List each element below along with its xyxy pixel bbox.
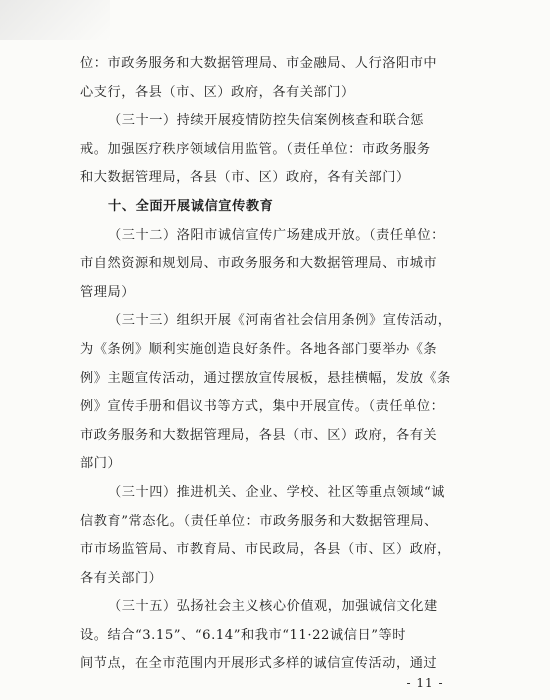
text-line: 各有关部门） [80, 570, 163, 586]
text-line: （三十二）洛阳市诚信宣传广场建成开放。（责任单位： [108, 227, 445, 243]
text-line: （三十五）弘扬社会主义核心价值观，加强诚信文化建 [108, 599, 438, 615]
text-line: 位：市政务服务和大数据管理局、市金融局、人行洛阳市中 [80, 56, 438, 71]
text-line: 市政务服务和大数据管理局，各县（市、区）政府，各有关 [80, 427, 438, 443]
document-body [80, 55, 485, 684]
text-line: 信教育”常态化。（责任单位：市政务服务和大数据管理局、 [80, 513, 438, 529]
text-line: 设。结合“3.15”、“6.14”和我市“11·22诚信日”等时 [80, 627, 406, 643]
text-line: （三十四）推进机关、企业、学校、社区等重点领域“诚 [108, 484, 445, 500]
text-line: 戒。加强医疗秩序领域信用监管。（责任单位：市政务服务 [80, 141, 431, 157]
text-line: 为《条例》顺利实施创造良好条件。各地各部门要举办《条 [80, 341, 438, 357]
text-line: 市自然资源和规划局、市政务服务和大数据管理局、市城市 [80, 256, 438, 272]
scan-artifact [0, 0, 110, 40]
text-line: （三十一）持续开展疫情防控失信案例核查和联合惩 [108, 113, 424, 129]
text-line: 例》主题宣传活动，通过摆放宣传展板，悬挂横幅，发放《条 [80, 370, 451, 386]
text-line: 市市场监管局、市教育局、市民政局，各县（市、区）政府， [80, 542, 451, 558]
text-line: （三十三）组织开展《河南省社会信用条例》宣传活动， [108, 313, 452, 329]
page-footer [0, 676, 550, 690]
text-line: 例》宣传手册和倡议书等方式，集中开展宣传。（责任单位： [80, 399, 445, 415]
text-line: 管理局） [80, 284, 135, 300]
text-line: 部门） [80, 456, 122, 472]
page-number: - 11 - [406, 676, 444, 690]
section-heading: 十、全面开展诚信宣传教育 [108, 198, 274, 214]
text-line: 间节点，在全市范围内开展形式多样的诚信宣传活动，通过 [80, 656, 438, 672]
text-line: 心支行，各县（市、区）政府，各有关部门） [80, 84, 355, 100]
text-line: 和大数据管理局，各县（市、区）政府，各有关部门） [80, 170, 410, 186]
